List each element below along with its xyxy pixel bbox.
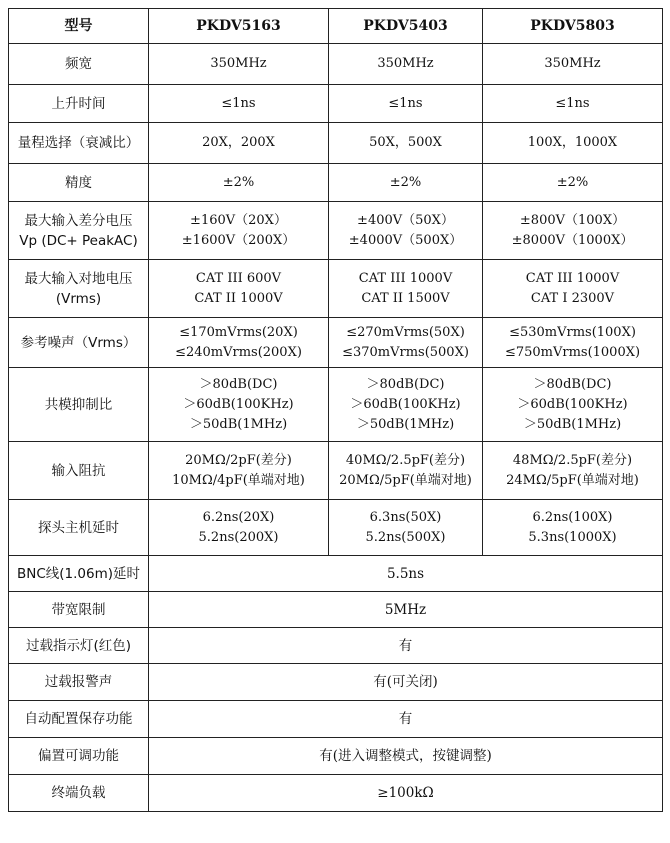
spec-value: CAT I 2300V xyxy=(530,290,615,306)
spec-value: ＞60dB(100KHz) xyxy=(183,396,294,412)
spec-row xyxy=(9,123,663,164)
row-label-line: 共模抑制比 xyxy=(44,396,113,413)
header-model-name: PKDV5163 xyxy=(149,9,329,44)
spec-value: ≤530mVrms(100X) xyxy=(509,324,636,340)
spec-cell xyxy=(329,442,483,500)
spec-value: ±2% xyxy=(389,174,422,190)
spec-value: ±1600V（200X） xyxy=(181,232,296,248)
merged-value: 有(进入调整模式，按键调整) xyxy=(149,738,663,775)
spec-value: 20MΩ/5pF(单端对地) xyxy=(339,472,472,488)
row-label-line: 频宽 xyxy=(65,56,92,72)
spec-cell xyxy=(483,368,663,442)
spec-value: ＞60dB(100KHz) xyxy=(350,396,461,412)
spec-cell xyxy=(329,318,483,368)
spec-value: ≤270mVrms(50X) xyxy=(346,324,465,340)
spec-value: 50X，500X xyxy=(369,135,442,150)
spec-value: 24MΩ/5pF(单端对地) xyxy=(506,472,639,488)
merged-value: 有 xyxy=(149,701,663,738)
spec-row xyxy=(9,202,663,260)
spec-cell xyxy=(149,164,329,202)
spec-value: ±400V（50X） xyxy=(357,212,454,228)
row-label xyxy=(9,500,149,556)
merged-row xyxy=(9,628,663,664)
header-model-name: PKDV5403 xyxy=(329,9,483,44)
spec-value: ±4000V（500X） xyxy=(348,232,463,248)
spec-value: ≤1ns xyxy=(555,95,590,111)
row-label-line: 输入阻抗 xyxy=(51,462,106,479)
merged-row xyxy=(9,592,663,628)
spec-value: 48MΩ/2.5pF(差分) xyxy=(512,452,633,468)
spec-value: 10MΩ/4pF(单端对地) xyxy=(172,472,305,488)
row-label-line: 最大输入对地电压 xyxy=(24,270,133,287)
row-label: 带宽限制 xyxy=(9,592,149,628)
spec-value: ＞80dB(DC) xyxy=(533,376,612,392)
spec-value: 350MHz xyxy=(377,56,434,71)
header-model-label: 型号 xyxy=(9,9,149,44)
row-label xyxy=(9,202,149,260)
spec-value: 20MΩ/2pF(差分) xyxy=(185,452,292,468)
merged-row xyxy=(9,701,663,738)
spec-value: ≤370mVrms(500X) xyxy=(342,344,469,360)
merged-row xyxy=(9,738,663,775)
spec-row xyxy=(9,318,663,368)
spec-value: 6.3ns(50X) xyxy=(369,509,442,525)
spec-cell xyxy=(483,85,663,123)
spec-value: 20X，200X xyxy=(202,135,275,150)
spec-row xyxy=(9,368,663,442)
merged-row xyxy=(9,556,663,592)
spec-cell xyxy=(483,260,663,318)
merged-row xyxy=(9,775,663,812)
row-label-line: (Vrms) xyxy=(55,290,102,307)
row-label-line: 上升时间 xyxy=(51,95,106,112)
row-label xyxy=(9,368,149,442)
spec-value: 5.2ns(200X) xyxy=(198,529,279,545)
spec-cell xyxy=(483,442,663,500)
spec-body xyxy=(9,44,663,812)
row-label-line: Vp (DC+ PeakAC) xyxy=(19,232,138,249)
spec-cell xyxy=(483,202,663,260)
merged-value: ≥100kΩ xyxy=(149,775,663,812)
spec-value: CAT II 1000V xyxy=(194,290,283,306)
merged-value: 5.5ns xyxy=(149,556,663,592)
row-label: 终端负载 xyxy=(9,775,149,812)
spec-value: CAT II 1500V xyxy=(361,290,450,306)
row-label xyxy=(9,44,149,85)
row-label: 过载报警声 xyxy=(9,664,149,701)
spec-value: ≤1ns xyxy=(221,95,256,111)
spec-value: ＞50dB(1MHz) xyxy=(523,416,622,432)
spec-value: 6.2ns(20X) xyxy=(202,509,275,525)
spec-row xyxy=(9,260,663,318)
merged-value: 有(可关闭) xyxy=(149,664,663,701)
spec-table xyxy=(8,8,663,812)
spec-value: ≤240mVrms(200X) xyxy=(175,344,302,360)
row-label xyxy=(9,164,149,202)
spec-value: ±160V（20X） xyxy=(190,212,287,228)
merged-row xyxy=(9,664,663,701)
row-label: 偏置可调功能 xyxy=(9,738,149,775)
spec-cell xyxy=(329,260,483,318)
row-label xyxy=(9,85,149,123)
spec-cell xyxy=(149,85,329,123)
spec-value: ＞80dB(DC) xyxy=(366,376,445,392)
spec-row xyxy=(9,500,663,556)
spec-value: ＞50dB(1MHz) xyxy=(189,416,288,432)
spec-value: ＞50dB(1MHz) xyxy=(356,416,455,432)
spec-cell xyxy=(149,318,329,368)
spec-cell xyxy=(483,318,663,368)
spec-value: 6.2ns(100X) xyxy=(532,509,613,525)
spec-value: ＞60dB(100KHz) xyxy=(517,396,628,412)
spec-value: 350MHz xyxy=(210,56,267,71)
spec-cell xyxy=(329,85,483,123)
spec-row xyxy=(9,85,663,123)
spec-row xyxy=(9,442,663,500)
row-label xyxy=(9,442,149,500)
row-label xyxy=(9,123,149,164)
spec-value: CAT III 1000V xyxy=(358,270,453,286)
row-label: 过载指示灯(红色) xyxy=(9,628,149,664)
row-label-line: 参考噪声（Vrms） xyxy=(20,334,137,351)
spec-value: ±2% xyxy=(556,174,589,190)
spec-value: ≤1ns xyxy=(388,95,423,111)
row-label xyxy=(9,318,149,368)
spec-cell xyxy=(483,44,663,85)
spec-cell xyxy=(329,500,483,556)
spec-cell xyxy=(483,500,663,556)
spec-cell xyxy=(483,164,663,202)
header-row xyxy=(9,9,663,44)
spec-cell xyxy=(483,123,663,164)
row-label xyxy=(9,260,149,318)
spec-cell xyxy=(149,500,329,556)
spec-cell xyxy=(149,123,329,164)
row-label-line: 精度 xyxy=(65,174,92,191)
spec-value: 5.2ns(500X) xyxy=(365,529,446,545)
spec-cell xyxy=(329,164,483,202)
spec-cell xyxy=(329,123,483,164)
spec-value: ＞80dB(DC) xyxy=(199,376,278,392)
spec-value: ≤170mVrms(20X) xyxy=(179,324,298,340)
spec-cell xyxy=(329,368,483,442)
spec-value: ≤750mVrms(1000X) xyxy=(504,344,641,360)
spec-cell xyxy=(149,368,329,442)
spec-value: 100X，1000X xyxy=(527,135,618,150)
spec-value: 40MΩ/2.5pF(差分) xyxy=(345,452,466,468)
row-label-line: 量程选择（衰减比） xyxy=(17,135,140,151)
merged-value: 5MHz xyxy=(149,592,663,628)
spec-value: ±8000V（1000X） xyxy=(511,232,634,248)
spec-value: CAT III 600V xyxy=(195,270,282,286)
spec-cell xyxy=(149,260,329,318)
spec-value: ±800V（100X） xyxy=(519,212,626,228)
spec-value: ±2% xyxy=(222,174,255,190)
spec-value: 350MHz xyxy=(544,56,601,71)
merged-value: 有 xyxy=(149,628,663,664)
row-label: BNC线(1.06m)延时 xyxy=(9,556,149,592)
spec-cell xyxy=(329,44,483,85)
spec-value: 5.3ns(1000X) xyxy=(528,529,617,545)
row-label: 自动配置保存功能 xyxy=(9,701,149,738)
row-label-line: 最大输入差分电压 xyxy=(24,212,133,229)
spec-row xyxy=(9,164,663,202)
spec-row xyxy=(9,44,663,85)
header-model-name: PKDV5803 xyxy=(483,9,663,44)
spec-cell xyxy=(149,442,329,500)
spec-cell xyxy=(149,202,329,260)
spec-value: CAT III 1000V xyxy=(525,270,620,286)
spec-cell xyxy=(329,202,483,260)
spec-cell xyxy=(149,44,329,85)
row-label-line: 探头主机延时 xyxy=(38,519,119,536)
